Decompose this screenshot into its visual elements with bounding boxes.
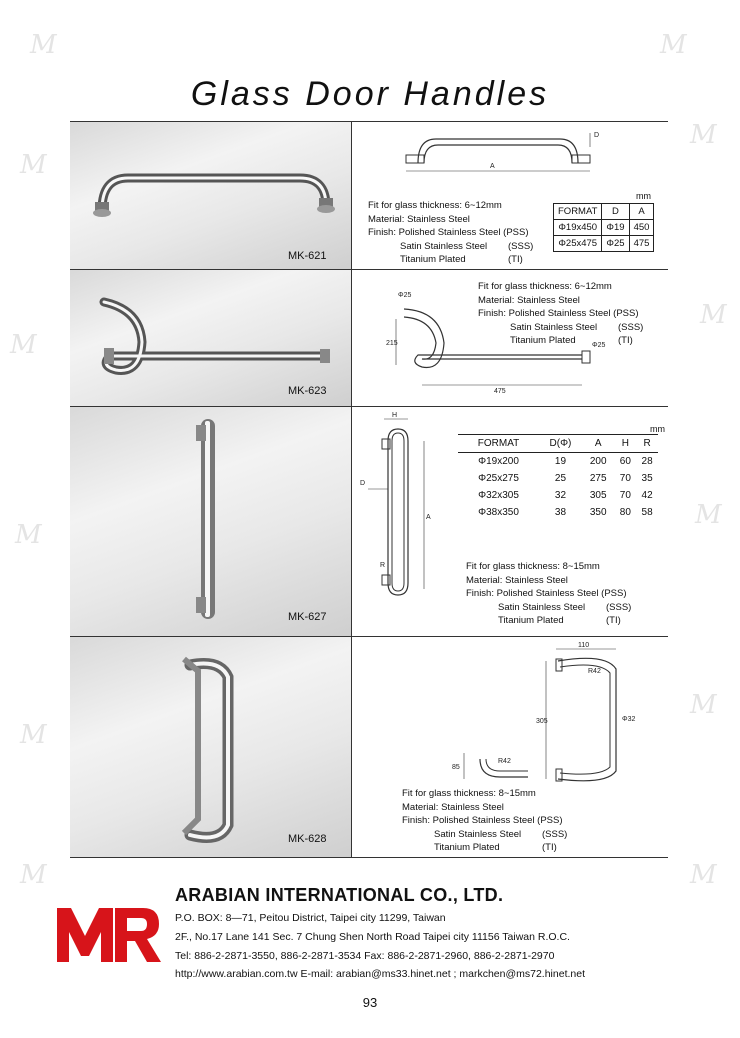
table-cell: 60 [619, 456, 631, 467]
spec-line: Material: Stainless Steel [478, 294, 580, 306]
dim-side-r: R42 [498, 758, 511, 765]
table-cell: 28 [641, 456, 653, 467]
dim-a: A [426, 514, 431, 521]
table-cell: 38 [554, 507, 567, 518]
model-label: MK-627 [288, 611, 327, 623]
company-web-email: http://www.arabian.com.tw E-mail: arabian@ms33.hinet.net ; markchen@ms72.hinet.net [175, 968, 586, 980]
spec-line: Finish: Polished Stainless Steel (PSS) [478, 308, 639, 319]
table-header: H [614, 435, 636, 453]
spec-line: Satin Stainless Steel [400, 240, 488, 252]
table-cell: 42 [641, 490, 653, 501]
table-cell: Φ25x475 [554, 236, 602, 252]
mk621-drawing [390, 125, 660, 197]
dim-dia: Φ32 [622, 716, 636, 723]
model-label: MK-623 [288, 385, 327, 397]
dim-h: H [392, 412, 398, 419]
dim-a: A [490, 163, 495, 170]
spec-list [402, 787, 568, 855]
unit-label: mm [650, 424, 665, 434]
table-cell: 58 [641, 507, 653, 518]
dim-side-h: 85 [452, 764, 460, 771]
table-cell: 305 [589, 490, 607, 501]
spec-code: (SSS) [606, 601, 632, 613]
spec-line: Satin Stainless Steel [434, 828, 522, 840]
spec-line: Finish: Polished Stainless Steel (PSS) [368, 227, 529, 238]
dim-d: D [360, 480, 366, 487]
spec-line: Fit for glass thickness: 8~15mm [402, 788, 536, 799]
table-cell: 350 [589, 507, 607, 518]
table-cell: 200 [589, 456, 607, 467]
table-cell: Φ25 [602, 236, 629, 252]
spec-line: Finish: Polished Stainless Steel (PSS) [466, 588, 627, 599]
company-street: 2F., No.17 Lane 141 Sec. 7 Chung Shen North Road Taipei city 11156 Taiwan R.O.C. [175, 931, 570, 943]
mk627-drawing [354, 411, 464, 611]
table-cell: 35 [641, 473, 653, 484]
spec-line: Titanium Plated [498, 615, 564, 626]
dim-r: R [380, 562, 386, 569]
spec-line: Titanium Plated [510, 335, 576, 346]
spec-line: Material: Stainless Steel [402, 801, 504, 813]
spec-code: (TI) [508, 254, 523, 265]
spec-code: (SSS) [618, 321, 644, 333]
dim-dia-top: Φ25 [398, 292, 412, 299]
table-cell: 19 [554, 456, 567, 467]
spec-code: (TI) [542, 842, 557, 853]
dim-height: 305 [536, 718, 548, 725]
company-logo [57, 904, 161, 962]
mk628-drawing [370, 639, 660, 789]
spec-line: Finish: Polished Stainless Steel (PSS) [402, 815, 563, 826]
table-header: A [582, 435, 615, 453]
table-cell: 70 [619, 473, 631, 484]
table-cell: 32 [554, 490, 567, 501]
company-phone: Tel: 886-2-2871-3550, 886-2-2871-3534 Fax: 886-2-2871-2960, 886-2-2871-2970 [175, 950, 555, 962]
spec-line: Satin Stainless Steel [510, 321, 598, 333]
product-photo-mk628 [70, 637, 351, 857]
spec-code: (TI) [618, 335, 633, 346]
grid-divider [351, 121, 352, 858]
table-cell: 25 [554, 473, 567, 484]
table-header: A [629, 204, 654, 220]
dim-length: 475 [494, 388, 506, 395]
product-photo-mk627 [70, 407, 351, 636]
product-photo-mk621 [70, 122, 351, 269]
table-header: D(Φ) [539, 435, 582, 453]
table-cell: 475 [629, 236, 654, 252]
company-name: ARABIAN INTERNATIONAL CO., LTD. [175, 885, 504, 905]
format-table [458, 434, 658, 521]
page-title: Glass Door Handles [190, 74, 550, 113]
table-header: D [602, 204, 629, 220]
table-cell: 450 [629, 220, 654, 236]
table-cell: Φ19x200 [478, 456, 519, 467]
table-cell: Φ32x305 [478, 490, 519, 501]
table-cell: Φ19x450 [554, 220, 602, 236]
table-header: R [636, 435, 658, 453]
spec-code: (SSS) [508, 240, 534, 252]
table-cell: Φ25x275 [478, 473, 519, 484]
table-cell: 275 [589, 473, 607, 484]
table-cell: 70 [619, 490, 631, 501]
model-label: MK-628 [288, 833, 327, 845]
dim-radius: R42 [588, 668, 601, 675]
model-label: MK-621 [288, 250, 327, 262]
table-cell: 80 [619, 507, 631, 518]
spec-list [466, 560, 632, 628]
spec-line: Fit for glass thickness: 8~15mm [466, 561, 600, 572]
spec-line: Fit for glass thickness: 6~12mm [478, 281, 612, 292]
product-grid [70, 121, 668, 858]
dim-d: D [594, 132, 600, 139]
spec-line: Fit for glass thickness: 6~12mm [368, 200, 502, 211]
spec-list [478, 280, 644, 348]
dim-dia-right: Φ25 [592, 342, 606, 349]
spec-line: Satin Stainless Steel [498, 601, 586, 613]
company-address: P.O. BOX: 8—71, Peitou District, Taipei city 11299, Taiwan [175, 912, 446, 924]
grid-rule [70, 857, 668, 858]
spec-line: Material: Stainless Steel [368, 213, 470, 225]
table-header: FORMAT [458, 435, 539, 453]
unit-label: mm [636, 191, 651, 201]
dim-height: 215 [386, 340, 398, 347]
spec-line: Titanium Plated [434, 842, 500, 853]
dim-width: 110 [578, 642, 590, 649]
table-cell: Φ19 [602, 220, 629, 236]
table-cell: Φ38x350 [478, 507, 519, 518]
spec-code: (TI) [606, 615, 621, 626]
product-photo-mk623 [70, 270, 351, 406]
table-header: FORMAT [554, 204, 602, 220]
spec-list [368, 199, 534, 267]
format-table [553, 203, 654, 252]
page-number: 93 [362, 995, 378, 1010]
spec-code: (SSS) [542, 828, 568, 840]
spec-line: Material: Stainless Steel [466, 574, 568, 586]
spec-line: Titanium Plated [400, 254, 466, 265]
